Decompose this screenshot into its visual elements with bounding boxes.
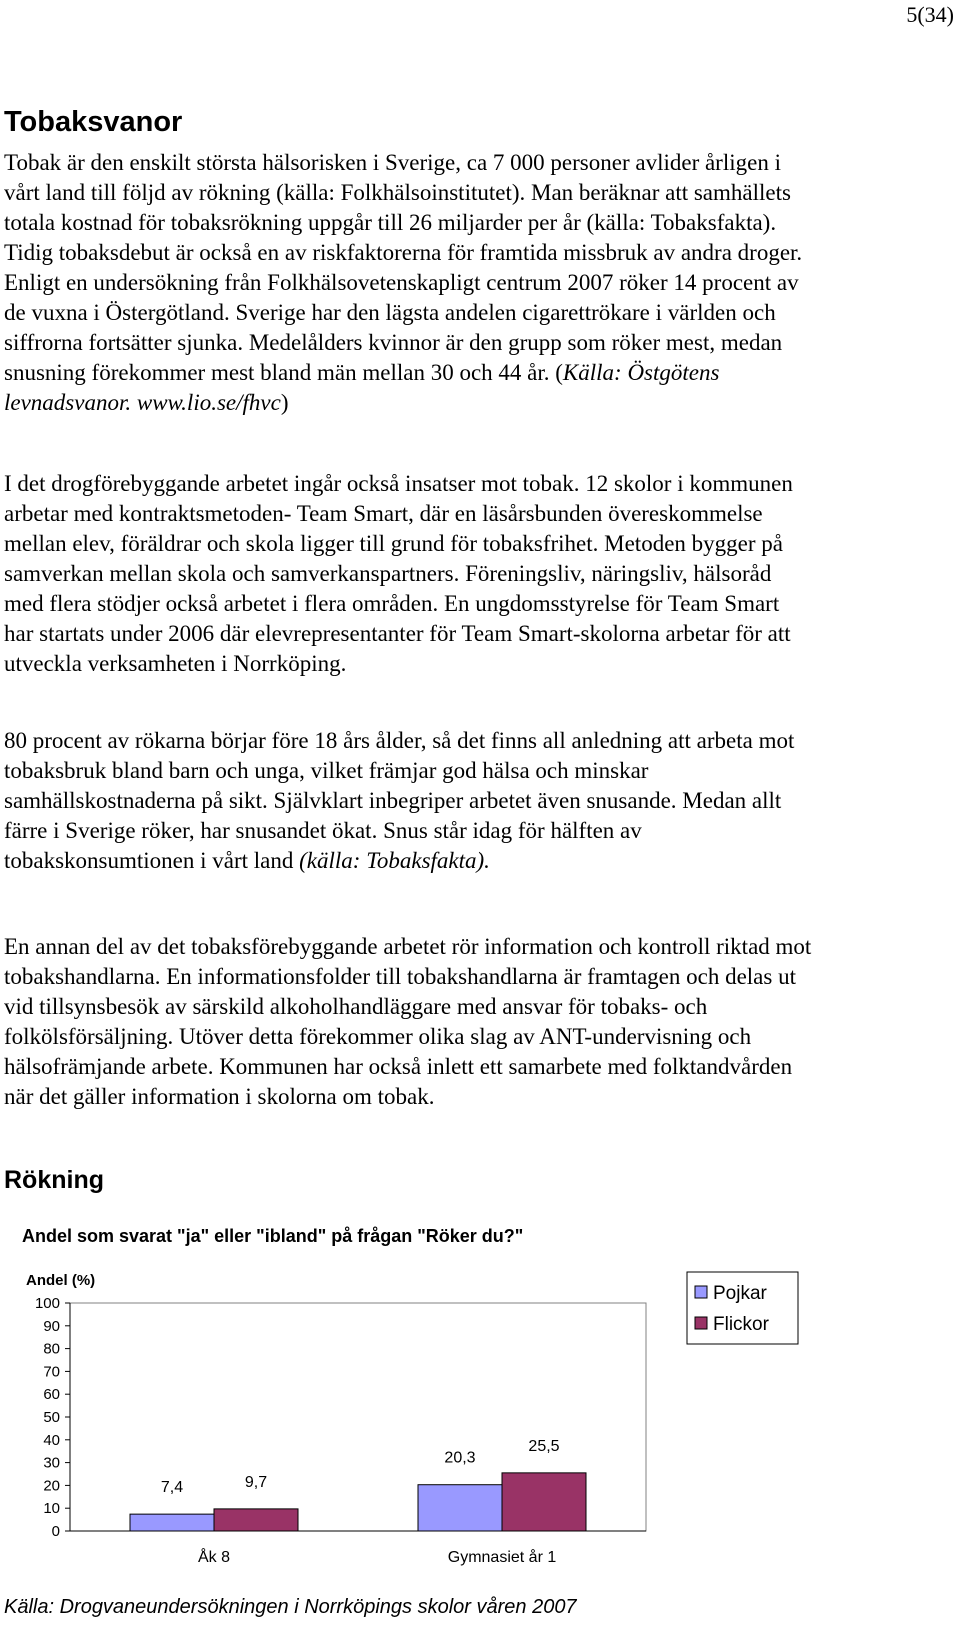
y-tick-label: 100 <box>34 1295 60 1312</box>
data-label: 9,7 <box>244 1473 268 1491</box>
y-tick-label: 10 <box>43 1500 60 1518</box>
data-label: 25,5 <box>528 1437 560 1455</box>
y-tick-label: 50 <box>43 1409 60 1426</box>
data-label: 20,3 <box>444 1449 476 1467</box>
y-tick-label: 60 <box>43 1386 60 1404</box>
bar-flickor <box>502 1473 586 1531</box>
paragraph-4-text: En annan del av det tobaksförebyggande arbetet rör information och kontroll riktad mot tobakshandlarna. En informationsfolder till tobakshandlarna är framtagen och delas ut vid tillsynsbesök av särskild alkoholhandläggare med ansvar för tobaks- och folkölsförsäljning. Utöver detta förekommer olika slag av ANT-undervisning och hälsofrämjande arbete. Kommunen har också inlett ett samarbete med folktandvården när det gäller information i skolorna om tobak. <box>4 934 812 1109</box>
bar-pojkar <box>130 1514 214 1531</box>
y-tick-label: 80 <box>43 1340 60 1358</box>
chart-source: Källa: Drogvaneundersökningen i Norrköpings skolor våren 2007 <box>4 1596 577 1618</box>
page-number: 5(34) <box>906 2 954 27</box>
paragraph-1-text: Tobak är den enskilt största hälsorisken i Sverige, ca 7 000 personer avlider årligen i vårt land till följd av rökning (källa: Folkhälsoinstitutet). Man beräknar att samhällets totala kostnad för tobaksrökning uppgår till 26 miljarder per år (källa: Tobaksfakta). Tidig tobaksdebut är också en av riskfaktorerna för framtida missbruk av andra droger. Enligt en undersökning från Folkhälsovetenskapligt centrum 2007 röker 14 procent av de vuxna i Östergötland. Sverige har den lägsta andelen cigarettrökare i världen och siffrorna fortsätter sjunka. Medelålders kvinnor är den grupp som röker mest, medan snusning förekommer mest bland män mellan 30 och 44 år. ( <box>4 150 803 385</box>
paragraph-2-text: I det drogförebyggande arbetet ingår också insatser mot tobak. 12 skolor i kommunen arbetar med kontraktsmetoden- Team Smart, där en läsårsbunden övereskommelse mellan elev, föräldrar och skola ligger till grund för tobaksfrihet. Metoden bygger på samverkan mellan skola och samverkanspartners. Föreningsliv, näringsliv, hälsoråd med flera stödjer också arbetet i flera områden. En ungdomsstyrelse för Team Smart har startats under 2006 där elevrepresentanter för Team Smart-skolorna arbetar för att utveckla verksamheten i Norrköping. <box>4 471 793 676</box>
bar-pojkar <box>418 1485 502 1531</box>
section-heading: Tobaksvanor <box>4 106 183 138</box>
x-tick-label: Gymnasiet år 1 <box>447 1549 557 1566</box>
y-tick-label: 0 <box>51 1523 60 1540</box>
paragraph-1-citation: Källa: Östgötens levnadsvanor. www.lio.se/fhvc <box>4 360 720 415</box>
smoking-bar-chart <box>0 1260 960 1590</box>
legend-label-pojkar: Pojkar <box>713 1283 767 1304</box>
y-tick-label: 70 <box>43 1363 60 1381</box>
paragraph-2 <box>4 469 814 679</box>
data-label: 7,4 <box>160 1479 184 1497</box>
paragraph-1 <box>4 148 814 418</box>
paragraph-3 <box>4 726 814 876</box>
y-axis-label: Andel (%) <box>26 1272 96 1289</box>
subheading: Rökning <box>4 1166 104 1194</box>
y-tick-label: 40 <box>43 1431 60 1449</box>
y-tick-label: 90 <box>43 1317 60 1335</box>
y-tick-label: 20 <box>43 1477 60 1495</box>
legend-swatch-pojkar <box>695 1286 707 1298</box>
paragraph-3-citation: (källa: Tobaksfakta). <box>299 848 490 873</box>
paragraph-4 <box>4 932 814 1112</box>
chart-title: Andel som svarat "ja" eller "ibland" på frågan "Röker du?" <box>22 1226 524 1246</box>
paragraph-3-text: 80 procent av rökarna börjar före 18 års ålder, så det finns all anledning att arbeta mot tobaksbruk bland barn och unga, vilket främjar god hälsa och minskar samhällskostnaderna på sikt. Självklart inbegriper arbetet även snusande. Medan allt färre i Sverige röker, har snusandet ökat. Snus står idag för hälften av tobakskonsumtionen i vårt land <box>4 728 795 873</box>
x-tick-label: Åk 8 <box>197 1549 231 1566</box>
paragraph-1-close: ) <box>280 390 289 415</box>
legend-swatch-flickor <box>695 1317 707 1329</box>
legend-label-flickor: Flickor <box>713 1314 769 1335</box>
bar-flickor <box>214 1509 298 1531</box>
y-tick-label: 30 <box>43 1454 60 1472</box>
